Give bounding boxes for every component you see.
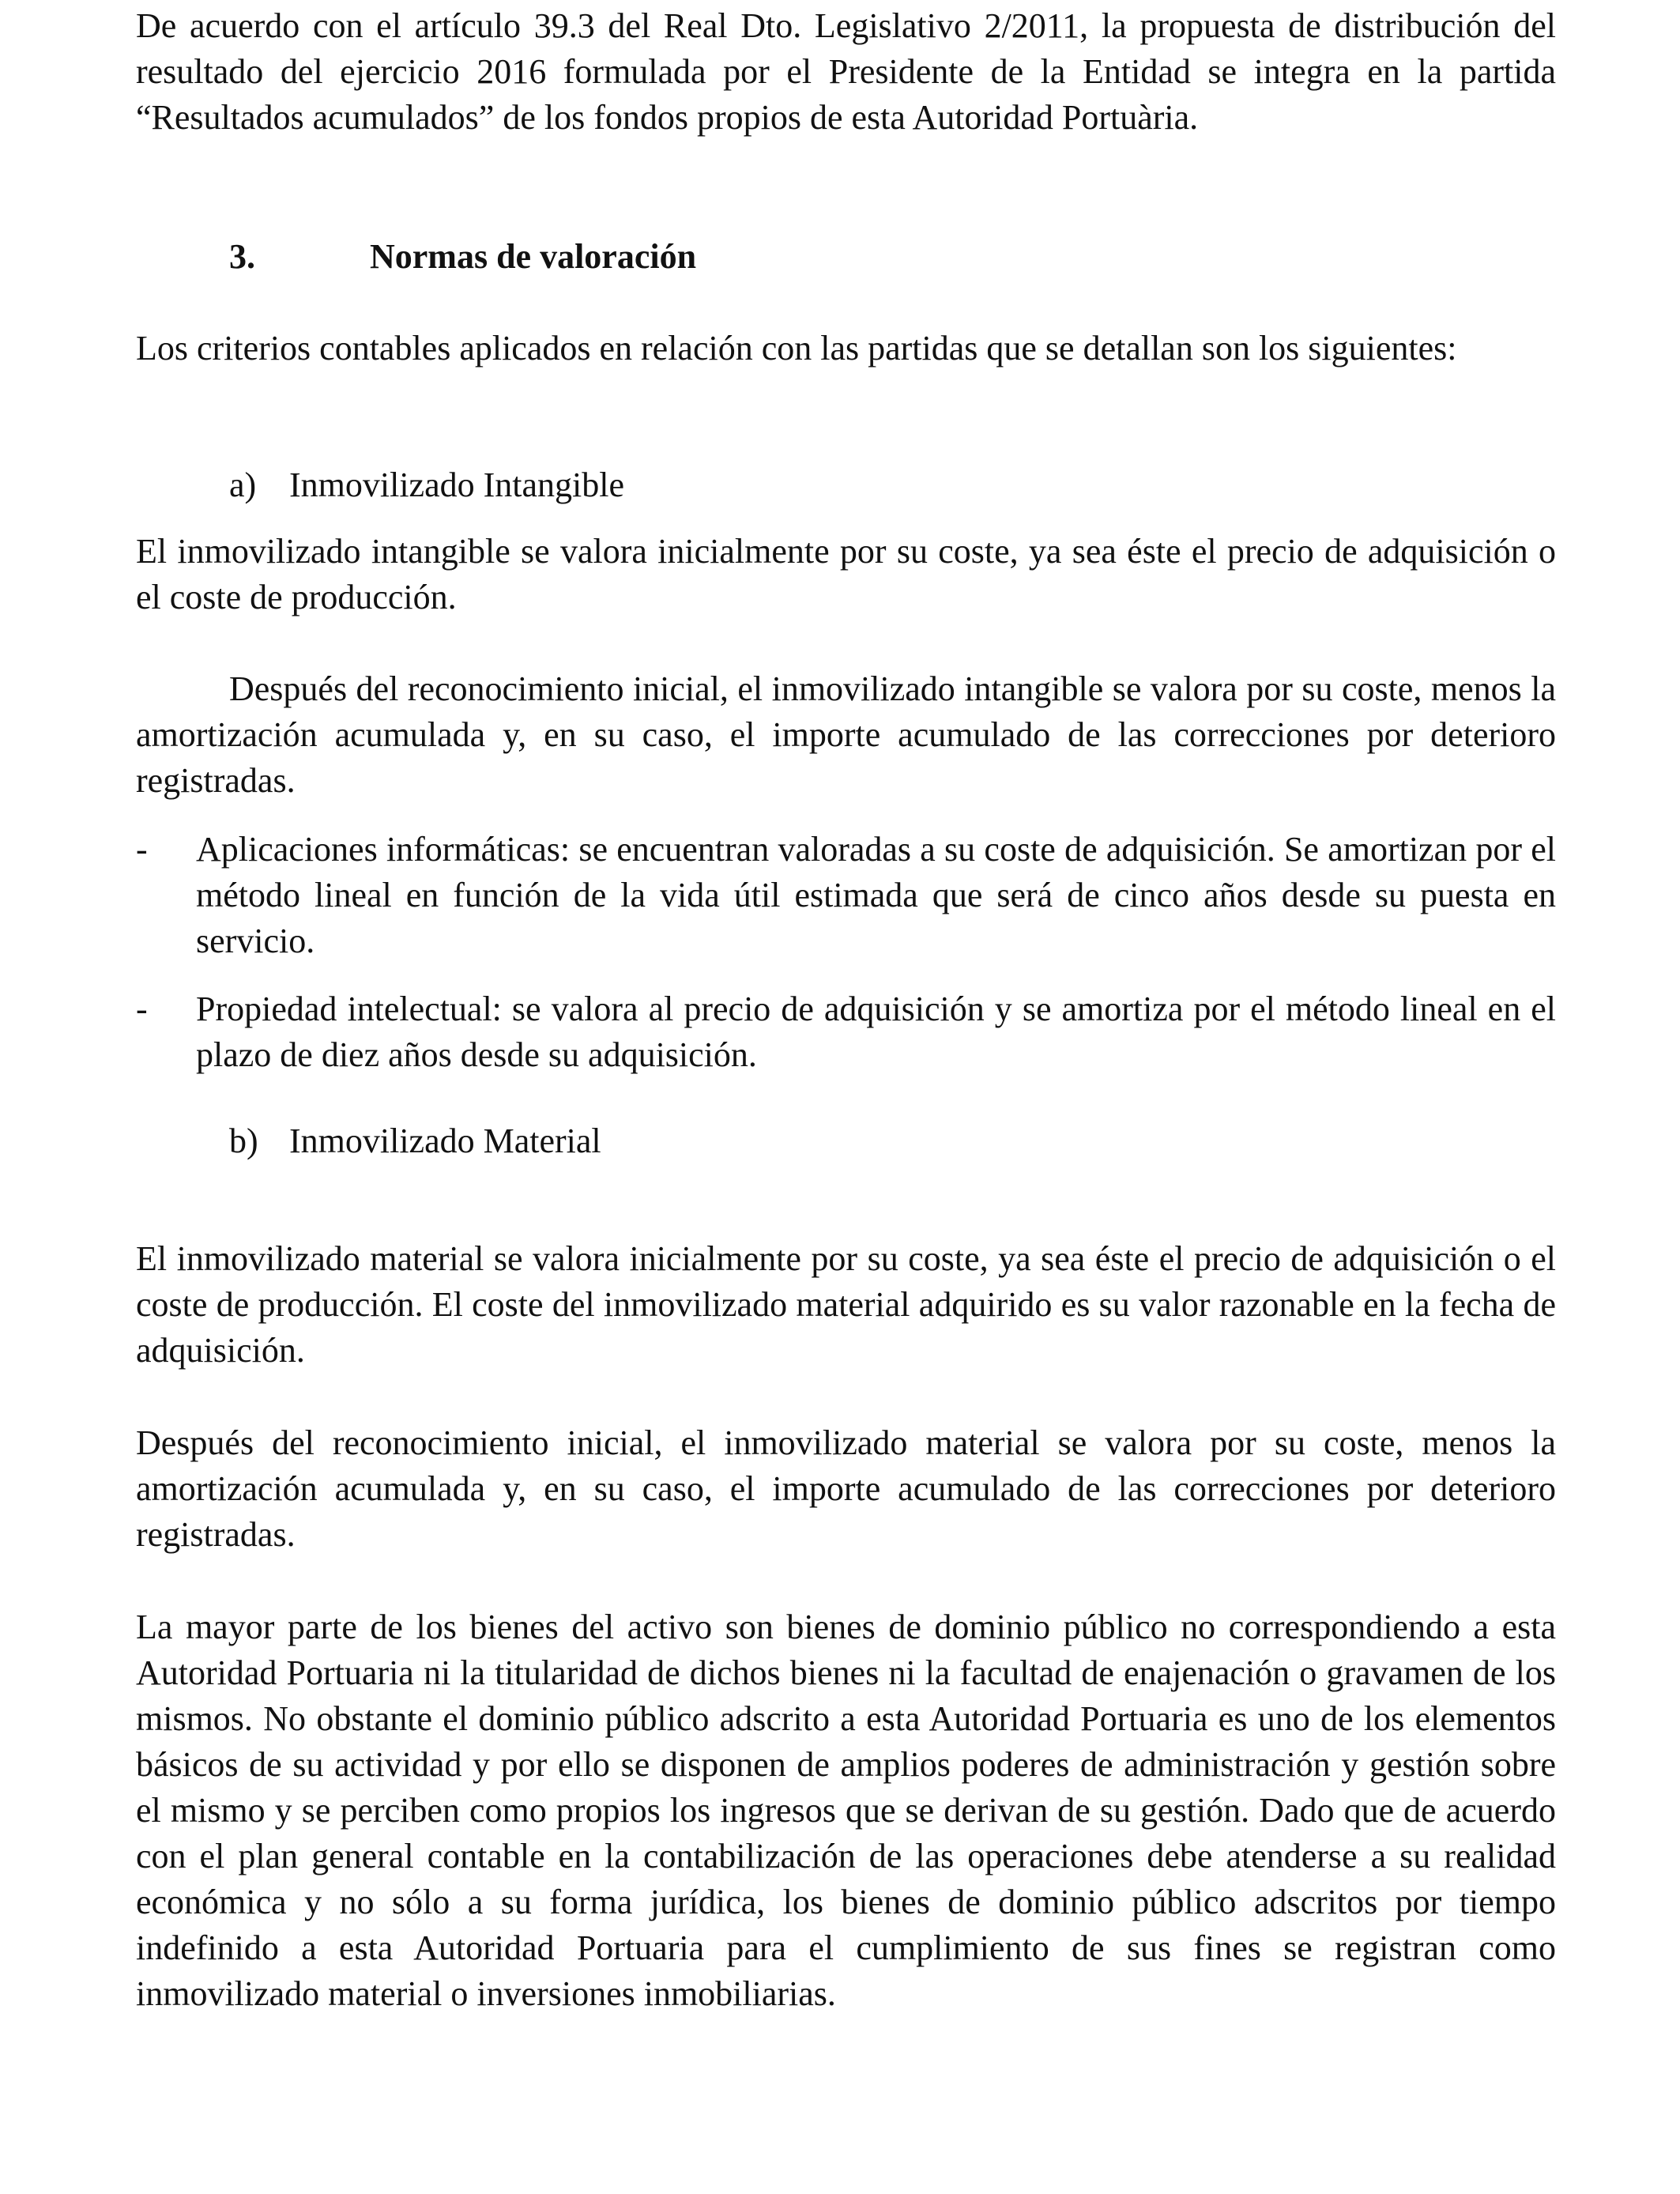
- criterios-paragraph: Los criterios contables aplicados en relación con las partidas que se detallan son los siguientes:: [136, 329, 1457, 368]
- bullet-item: Aplicaciones informáticas: se encuentran valoradas a su coste de adquisición. Se amortizan por el método lineal en función de la vida útil estimada que será de cinco años desde su puesta en servicio.: [196, 830, 1556, 960]
- bullet-dash: -: [136, 990, 148, 1028]
- section-title: Normas de valoración: [370, 237, 697, 276]
- intangible-paragraph-2: Después del reconocimiento inicial, el inmovilizado intangible se valora por su coste, menos la amortización acumulada y, en su caso, el importe acumulado de las correcciones por deterioro registradas.: [136, 669, 1556, 800]
- intangible-paragraph-1: El inmovilizado intangible se valora inicialmente por su coste, ya sea éste el precio de adquisición o el coste de producción.: [136, 532, 1556, 616]
- material-paragraph-1: El inmovilizado material se valora inicialmente por su coste, ya sea éste el precio de adquisición o el coste de producción. El coste del inmovilizado material adquirido es su valor razonable en la fecha de adquisición.: [136, 1239, 1556, 1370]
- material-paragraph-2: Después del reconocimiento inicial, el inmovilizado material se valora por su coste, menos la amortización acumulada y, en su caso, el importe acumulado de las correcciones por deterioro registradas.: [136, 1423, 1556, 1554]
- bullet-dash: -: [136, 830, 148, 869]
- bullet-item: Propiedad intelectual: se valora al precio de adquisición y se amortiza por el método lineal en el plazo de diez años desde su adquisición.: [196, 990, 1556, 1074]
- material-paragraph-3: La mayor parte de los bienes del activo son bienes de dominio público no correspondiendo a esta Autoridad Portuaria ni la titularidad de dichos bienes ni la facultad de enajenación o gravamen de los mismos. No obstante el dominio público adscrito a esta Autoridad Portuaria es uno de los elementos básicos de su actividad y por ello se disponen de amplios poderes de administración y gestión sobre el mismo y se perciben como propios los ingresos que se derivan de su gestión. Dado que de acuerdo con el plan general contable en la contabilización de las operaciones debe atenderse a su realidad económica y no sólo a su forma jurídica, los bienes de dominio público adscritos por tiempo indefinido a esta Autoridad Portuaria para el cumplimiento de sus fines se registran como inmovilizado material o inversiones inmobiliarias.: [136, 1608, 1556, 2013]
- section-number: 3.: [229, 237, 255, 276]
- intro-paragraph: De acuerdo con el artículo 39.3 del Real Dto. Legislativo 2/2011, la propuesta de distribución del resultado del ejercicio 2016 formulada por el Presidente de la Entidad se integra en la partida “Resultados acumulados” de los fondos propios de esta Autoridad Portuària.: [136, 6, 1556, 137]
- subsection-a-title: Inmovilizado Intangible: [289, 466, 624, 504]
- subsection-b-title: Inmovilizado Material: [289, 1122, 601, 1160]
- subsection-b-label: b): [229, 1122, 258, 1160]
- subsection-a-label: a): [229, 466, 257, 504]
